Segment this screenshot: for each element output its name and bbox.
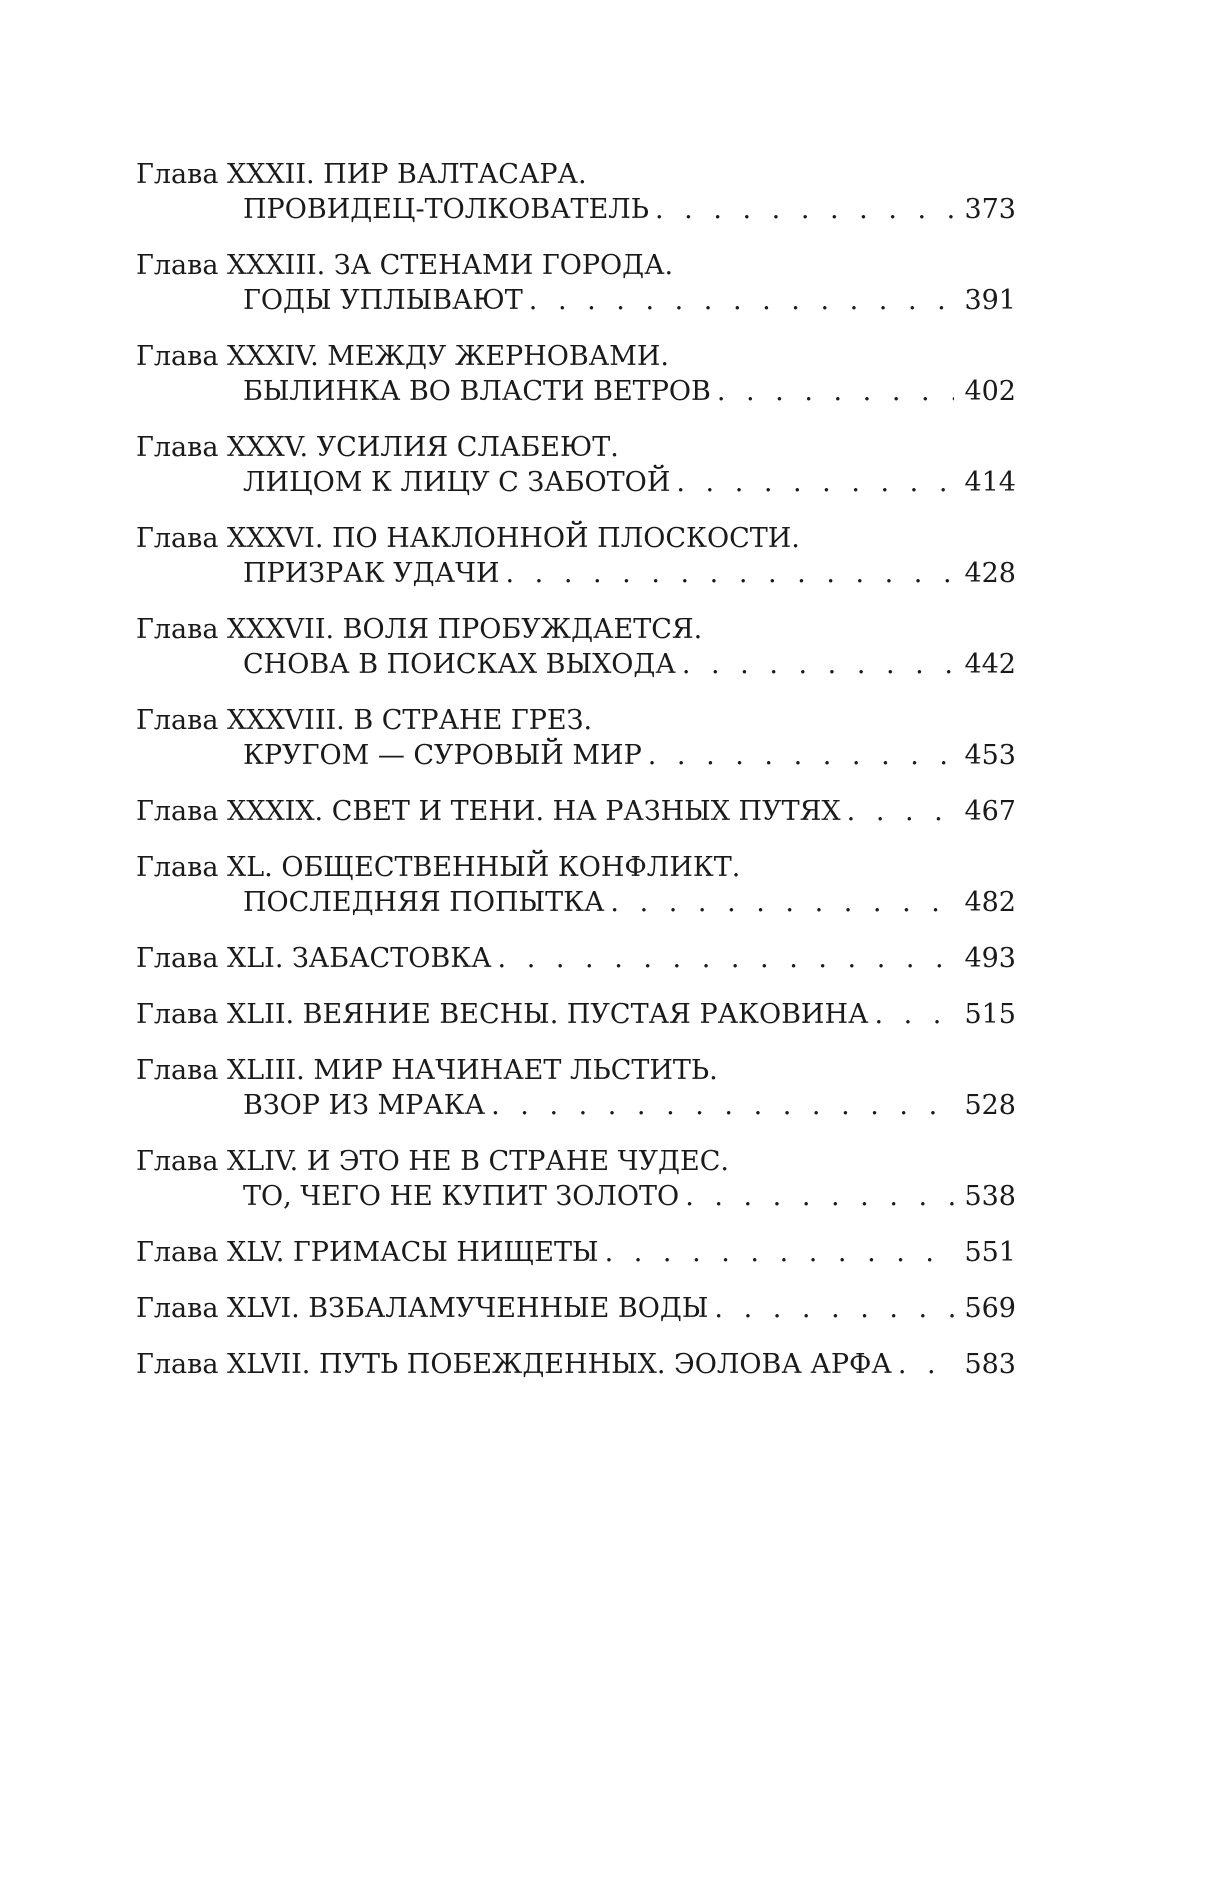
toc-entry-continuation-line (136, 283, 1016, 318)
toc-entry-heading-line (136, 157, 1016, 192)
chapter-heading: Глава XLV. ГРИМАСЫ НИЩЕТЫ (136, 1237, 599, 1268)
page-number: 453 (964, 740, 1016, 771)
chapter-heading: Глава XLI. ЗАБАСТОВКА (136, 943, 492, 974)
chapter-heading: Глава XLIII. МИР НАЧИНАЕТ ЛЬСТИТЬ. (136, 1055, 718, 1086)
page-number: 515 (964, 999, 1016, 1030)
chapter-subtitle: ПОСЛЕДНЯЯ ПОПЫТКА (243, 887, 605, 918)
dot-leader (506, 556, 955, 591)
toc-entry (136, 794, 1016, 829)
toc-entry-line (136, 794, 1016, 829)
toc-entry-heading-line (136, 248, 1016, 283)
chapter-heading: Глава XXXVIII. В СТРАНЕ ГРЕЗ. (136, 705, 593, 736)
toc-entry-line (136, 1235, 1016, 1270)
toc-entry-continuation-line (136, 192, 1016, 227)
toc-entry-continuation-line (136, 556, 1016, 591)
toc-entry-line (136, 1347, 1016, 1382)
page-number: 528 (964, 1090, 1016, 1121)
toc-entry (136, 997, 1016, 1032)
toc-entry-line (136, 997, 1016, 1032)
page-number: 569 (964, 1293, 1016, 1324)
toc-entry-heading-line (136, 430, 1016, 465)
dot-leader (605, 1235, 954, 1270)
toc-entry (136, 612, 1016, 682)
chapter-heading: Глава XXXVI. ПО НАКЛОННОЙ ПЛОСКОСТИ. (136, 523, 800, 554)
toc-entry (136, 157, 1016, 227)
toc-entry-heading-line (136, 703, 1016, 738)
toc-entry-line (136, 1291, 1016, 1326)
page-number: 482 (964, 887, 1016, 918)
toc-entry-heading-line (136, 850, 1016, 885)
toc-entry (136, 248, 1016, 318)
chapter-subtitle: БЫЛИНКА ВО ВЛАСТИ ВЕТРОВ (243, 376, 711, 407)
toc-entry (136, 521, 1016, 591)
page-number: 551 (964, 1237, 1016, 1268)
page-number: 538 (964, 1181, 1016, 1212)
page-number: 428 (964, 558, 1016, 589)
chapter-subtitle: СНОВА В ПОИСКАХ ВЫХОДА (243, 649, 676, 680)
chapter-heading: Глава XXXIV. МЕЖДУ ЖЕРНОВАМИ. (136, 341, 669, 372)
chapter-heading: Глава XXXIX. СВЕТ И ТЕНИ. НА РАЗНЫХ ПУТЯХ (136, 796, 841, 827)
dot-leader (847, 794, 954, 829)
page-number: 583 (964, 1349, 1016, 1380)
dot-leader (714, 1291, 954, 1326)
dot-leader (529, 283, 954, 318)
dot-leader (676, 465, 954, 500)
toc-entry-continuation-line (136, 374, 1016, 409)
chapter-subtitle: ПРОВИДЕЦ-ТОЛКОВАТЕЛЬ (243, 194, 650, 225)
toc-entry-heading-line (136, 1053, 1016, 1088)
toc-entry (136, 703, 1016, 773)
toc-entry-heading-line (136, 612, 1016, 647)
toc-entry-continuation-line (136, 465, 1016, 500)
chapter-subtitle: ПРИЗРАК УДАЧИ (243, 558, 500, 589)
toc-entry (136, 1053, 1016, 1123)
toc-entry-continuation-line (136, 1179, 1016, 1214)
chapter-subtitle: КРУГОМ — СУРОВЫЙ МИР (243, 740, 642, 771)
page-number: 402 (964, 376, 1016, 407)
page-number: 442 (964, 649, 1016, 680)
toc-entry (136, 1347, 1016, 1382)
toc-entry-continuation-line (136, 1088, 1016, 1123)
chapter-subtitle: ГОДЫ УПЛЫВАЮТ (243, 285, 523, 316)
toc-entry (136, 941, 1016, 976)
page-number: 493 (964, 943, 1016, 974)
toc-entry-continuation-line (136, 647, 1016, 682)
chapter-heading: Глава XLVI. ВЗБАЛАМУЧЕННЫЕ ВОДЫ (136, 1293, 709, 1324)
page-number: 414 (964, 467, 1016, 498)
dot-leader (874, 997, 954, 1032)
page-number: 391 (964, 285, 1016, 316)
dot-leader (685, 1179, 954, 1214)
toc-entry (136, 339, 1016, 409)
toc-entry (136, 430, 1016, 500)
toc-entry-heading-line (136, 339, 1016, 374)
chapter-heading: Глава XL. ОБЩЕСТВЕННЫЙ КОНФЛИКТ. (136, 852, 741, 883)
chapter-heading: Глава XXXV. УСИЛИЯ СЛАБЕЮТ. (136, 432, 619, 463)
toc-entry-heading-line (136, 521, 1016, 556)
page-number: 373 (964, 194, 1016, 225)
dot-leader (682, 647, 954, 682)
chapter-heading: Глава XXXII. ПИР ВАЛТАСАРА. (136, 159, 587, 190)
chapter-subtitle: ВЗОР ИЗ МРАКА (243, 1090, 486, 1121)
toc-entry-continuation-line (136, 738, 1016, 773)
toc-entry (136, 850, 1016, 920)
dot-leader (491, 1088, 954, 1123)
chapter-heading: Глава XLIV. И ЭТО НЕ В СТРАНЕ ЧУДЕС. (136, 1146, 729, 1177)
dot-leader (648, 738, 954, 773)
table-of-contents (136, 157, 1016, 1403)
toc-entry-line (136, 941, 1016, 976)
toc-entry (136, 1291, 1016, 1326)
dot-leader (898, 1347, 954, 1382)
dot-leader (717, 374, 954, 409)
dot-leader (498, 941, 954, 976)
chapter-heading: Глава XXXVII. ВОЛЯ ПРОБУЖДАЕТСЯ. (136, 614, 703, 645)
toc-entry-heading-line (136, 1144, 1016, 1179)
page-number: 467 (964, 796, 1016, 827)
chapter-heading: Глава XXXIII. ЗА СТЕНАМИ ГОРОДА. (136, 250, 674, 281)
chapter-heading: Глава XLII. ВЕЯНИЕ ВЕСНЫ. ПУСТАЯ РАКОВИНА (136, 999, 869, 1030)
toc-entry (136, 1235, 1016, 1270)
chapter-subtitle: ТО, ЧЕГО НЕ КУПИТ ЗОЛОТО (243, 1181, 680, 1212)
toc-entry-continuation-line (136, 885, 1016, 920)
dot-leader (610, 885, 954, 920)
dot-leader (655, 192, 954, 227)
chapter-heading: Глава XLVII. ПУТЬ ПОБЕЖДЕННЫХ. ЭОЛОВА АРФА (136, 1349, 892, 1380)
chapter-subtitle: ЛИЦОМ К ЛИЦУ С ЗАБОТОЙ (243, 467, 671, 498)
toc-entry (136, 1144, 1016, 1214)
